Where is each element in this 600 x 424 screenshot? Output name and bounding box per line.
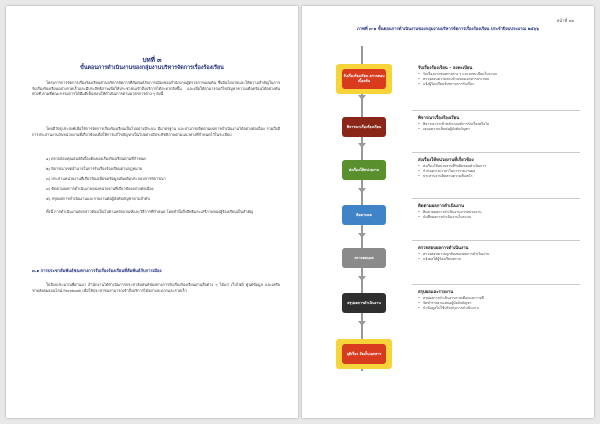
chapter-subtitle: ขั้นตอนการดำเนินงานของกลุ่มงานบริหารจัดการเรื่องร้องเรียน xyxy=(80,65,224,71)
step-title: พิจารณาเรื่องร้องเรียน xyxy=(418,116,460,121)
objective-paragraph: โดยมีวัตถุประสงค์เพื่อให้การจัดการเรื่องร้องเรียนเป็นไปอย่างมีระบบ มีมาตรฐาน และสามารถติดตามผลการดำเนินงานได้อย่างต่อเนื่อง รวมถึงมีการประสานงานกับหน่วยงานที่เกี่ยวข้องเพื่อให้การแก้ไขปัญหาเป็นไปอย่างมีประสิทธิภาพตามแนวทางที่กำหนดไว้ในระเบียบ xyxy=(32,126,280,137)
step-line: • รับเรื่องจากช่องทางต่าง ๆ และลงทะเบียนในระบบ xyxy=(418,72,580,77)
step-line: • บันทึกผลการดำเนินงานในระบบ xyxy=(418,215,580,220)
step-line: • แจ้งผลให้ผู้ร้องเรียนทราบ xyxy=(418,257,580,262)
step-description xyxy=(418,246,580,262)
step-description xyxy=(418,116,580,132)
step-line: • กำหนดระยะเวลาในการรายงานผล xyxy=(418,169,580,174)
right-page xyxy=(302,6,594,418)
flow-step-box: สรุปผลการดำเนินงาน xyxy=(342,293,386,313)
figure-caption: ภาพที่ ๓-๑ ขั้นตอนการดำเนินงานของกลุ่มงานบริหารจัดการเรื่องร้องเรียน ประจำปีงบประมาณ ๒๕๖๖ xyxy=(356,26,540,31)
chapter-title: บทที่ ๓ xyxy=(142,56,162,64)
flow-step-box: ยุติเรื่อง จัดเก็บเอกสาร xyxy=(342,344,386,364)
flow-arrow-icon xyxy=(358,276,366,281)
page-number: หน้าที่ ๑๒ xyxy=(556,18,574,23)
divider xyxy=(412,198,580,199)
step-line: • ตรวจสอบความครบถ้วนของเอกสารประกอบ xyxy=(418,77,580,82)
divider xyxy=(412,110,580,111)
step-line: • ตรวจสอบความถูกต้องของผลการดำเนินงาน xyxy=(418,252,580,257)
step-title: สรุปผลและรายงาน xyxy=(418,290,454,295)
list-item: ๕) สรุปผลการดำเนินงานและรายงานต่อผู้บังคับบัญชาตามลำดับ xyxy=(46,196,150,201)
flow-arrow-icon xyxy=(358,321,366,326)
flow-arrow-icon xyxy=(358,95,366,100)
divider xyxy=(412,284,580,285)
list-item: ๔) ติดตามผลการดำเนินงานของหน่วยงานที่เกี่ยวข้องอย่างต่อเนื่อง xyxy=(46,186,154,191)
step-line: • สรุปผลการดำเนินงานรายเดือนและรายปี xyxy=(418,296,580,301)
step-description xyxy=(418,204,580,220)
divider xyxy=(412,240,580,241)
list-item: ๑) ตรวจสอบคุณสมบัติเบื้องต้นของเรื่องร้องเรียนตามที่กำหนด xyxy=(46,156,146,161)
step-line: • จัดทำรายงานเสนอผู้บังคับบัญชา xyxy=(418,301,580,306)
step-line: • ส่งเรื่องให้หน่วยงานที่รับผิดชอบดำเนินการ xyxy=(418,164,580,169)
flow-step-box: ส่งเรื่องให้หน่วยงาน xyxy=(342,160,386,180)
flow-step-box: รับเรื่องร้องเรียน ตรวจสอบเบื้องต้น xyxy=(342,69,386,89)
step-line: • ติดตามผลการดำเนินงานจากหน่วยงาน xyxy=(418,210,580,215)
list-item: ๓) ประสานหน่วยงานที่เกี่ยวข้องเพื่อขอข้อมูลเพิ่มเติมประกอบการพิจารณา xyxy=(46,176,166,181)
step-line: • เสนอความเห็นต่อผู้บังคับบัญชา xyxy=(418,127,580,132)
step-description xyxy=(418,290,580,311)
step-title: ติดตามผลการดำเนินงาน xyxy=(418,204,465,209)
section-paragraph: ในปีงบประมาณที่ผ่านมา สำนักงานได้ดำเนินการประชาสัมพันธ์ช่องทางการรับเรื่องร้องเรียนผ่านสื่อต่าง ๆ ได้แก่ เว็บไซต์ ศูนย์ข้อมูล และเครือข่ายสังคมออนไลน์ Facebook เพื่อให้ประชาชนสามารถเข้าถึงบริการได้อย่างสะดวกและรวดเร็ว xyxy=(32,282,280,293)
intro-paragraph: โครงการการจัดการเรื่องร้องเรียนด้านบริหารจัดการที่สัมพันธ์กับการเมืองของสำนักงานผู้ตรวจการแผ่นดิน ซึ่งมีนโยบายและให้ความสำคัญในการรับเรื่องร้องเรียนอย่างรวดเร็วและมีประสิทธิภาพเพื่อให้ประชาชนเข้าถึงบริการได้สะดวกยิ่งขึ้น และเพื่อให้สามารถแก้ไขปัญหาความเดือดร้อนได้อย่างทันท่วงที ตามที่คณะกรรมการได้มีมติเห็นชอบให้ดำเนินการตามมาตรการต่าง ๆ ดังนี้ xyxy=(32,80,280,97)
step-line: • นำข้อมูลไปใช้ปรับปรุงการดำเนินงาน xyxy=(418,306,580,311)
step-line: • ประสานงานติดตามความคืบหน้า xyxy=(418,174,580,179)
step-title: ส่งเรื่องให้หน่วยงานที่เกี่ยวข้อง xyxy=(418,158,474,163)
flow-arrow-icon xyxy=(358,188,366,193)
step-line: • พิจารณาว่าเข้าหลักเกณฑ์การรับเรื่องหรือไม่ xyxy=(418,122,580,127)
flow-step-box: ตรวจสอบผล xyxy=(342,248,386,268)
divider xyxy=(412,152,580,153)
step-title: ตรวจสอบผลการดำเนินงาน xyxy=(418,246,469,251)
flow-step-box: พิจารณาเรื่องร้องเรียน xyxy=(342,117,386,137)
flow-arrow-icon xyxy=(358,143,366,148)
step-title: รับเรื่องร้องเรียน – ลงทะเบียน xyxy=(418,66,473,71)
flow-arrow-icon xyxy=(358,233,366,238)
step-description xyxy=(418,66,580,87)
step-description xyxy=(418,158,580,179)
list-item: ๒) พิจารณาเขตอำนาจในการรับเรื่องร้องเรียนตามกฎหมาย xyxy=(46,166,142,171)
flow-step-box: ติดตามผล xyxy=(342,205,386,225)
step-line: • แจ้งผู้ร้องเรียนรับทราบการรับเรื่อง xyxy=(418,82,580,87)
left-page xyxy=(6,6,298,418)
closing-paragraph: ทั้งนี้ การดำเนินงานดังกล่าวต้องเป็นไปตามหลักเกณฑ์และวิธีการที่กำหนด โดยคำนึงถึงสิทธิและเสรีภาพของผู้ร้องเรียนเป็นสำคัญ xyxy=(46,209,254,214)
section-heading: ๓.๑ การประชาสัมพันธ์ช่องทางการรับเรื่องร้องเรียนที่สัมพันธ์กับการเมือง xyxy=(32,268,162,273)
